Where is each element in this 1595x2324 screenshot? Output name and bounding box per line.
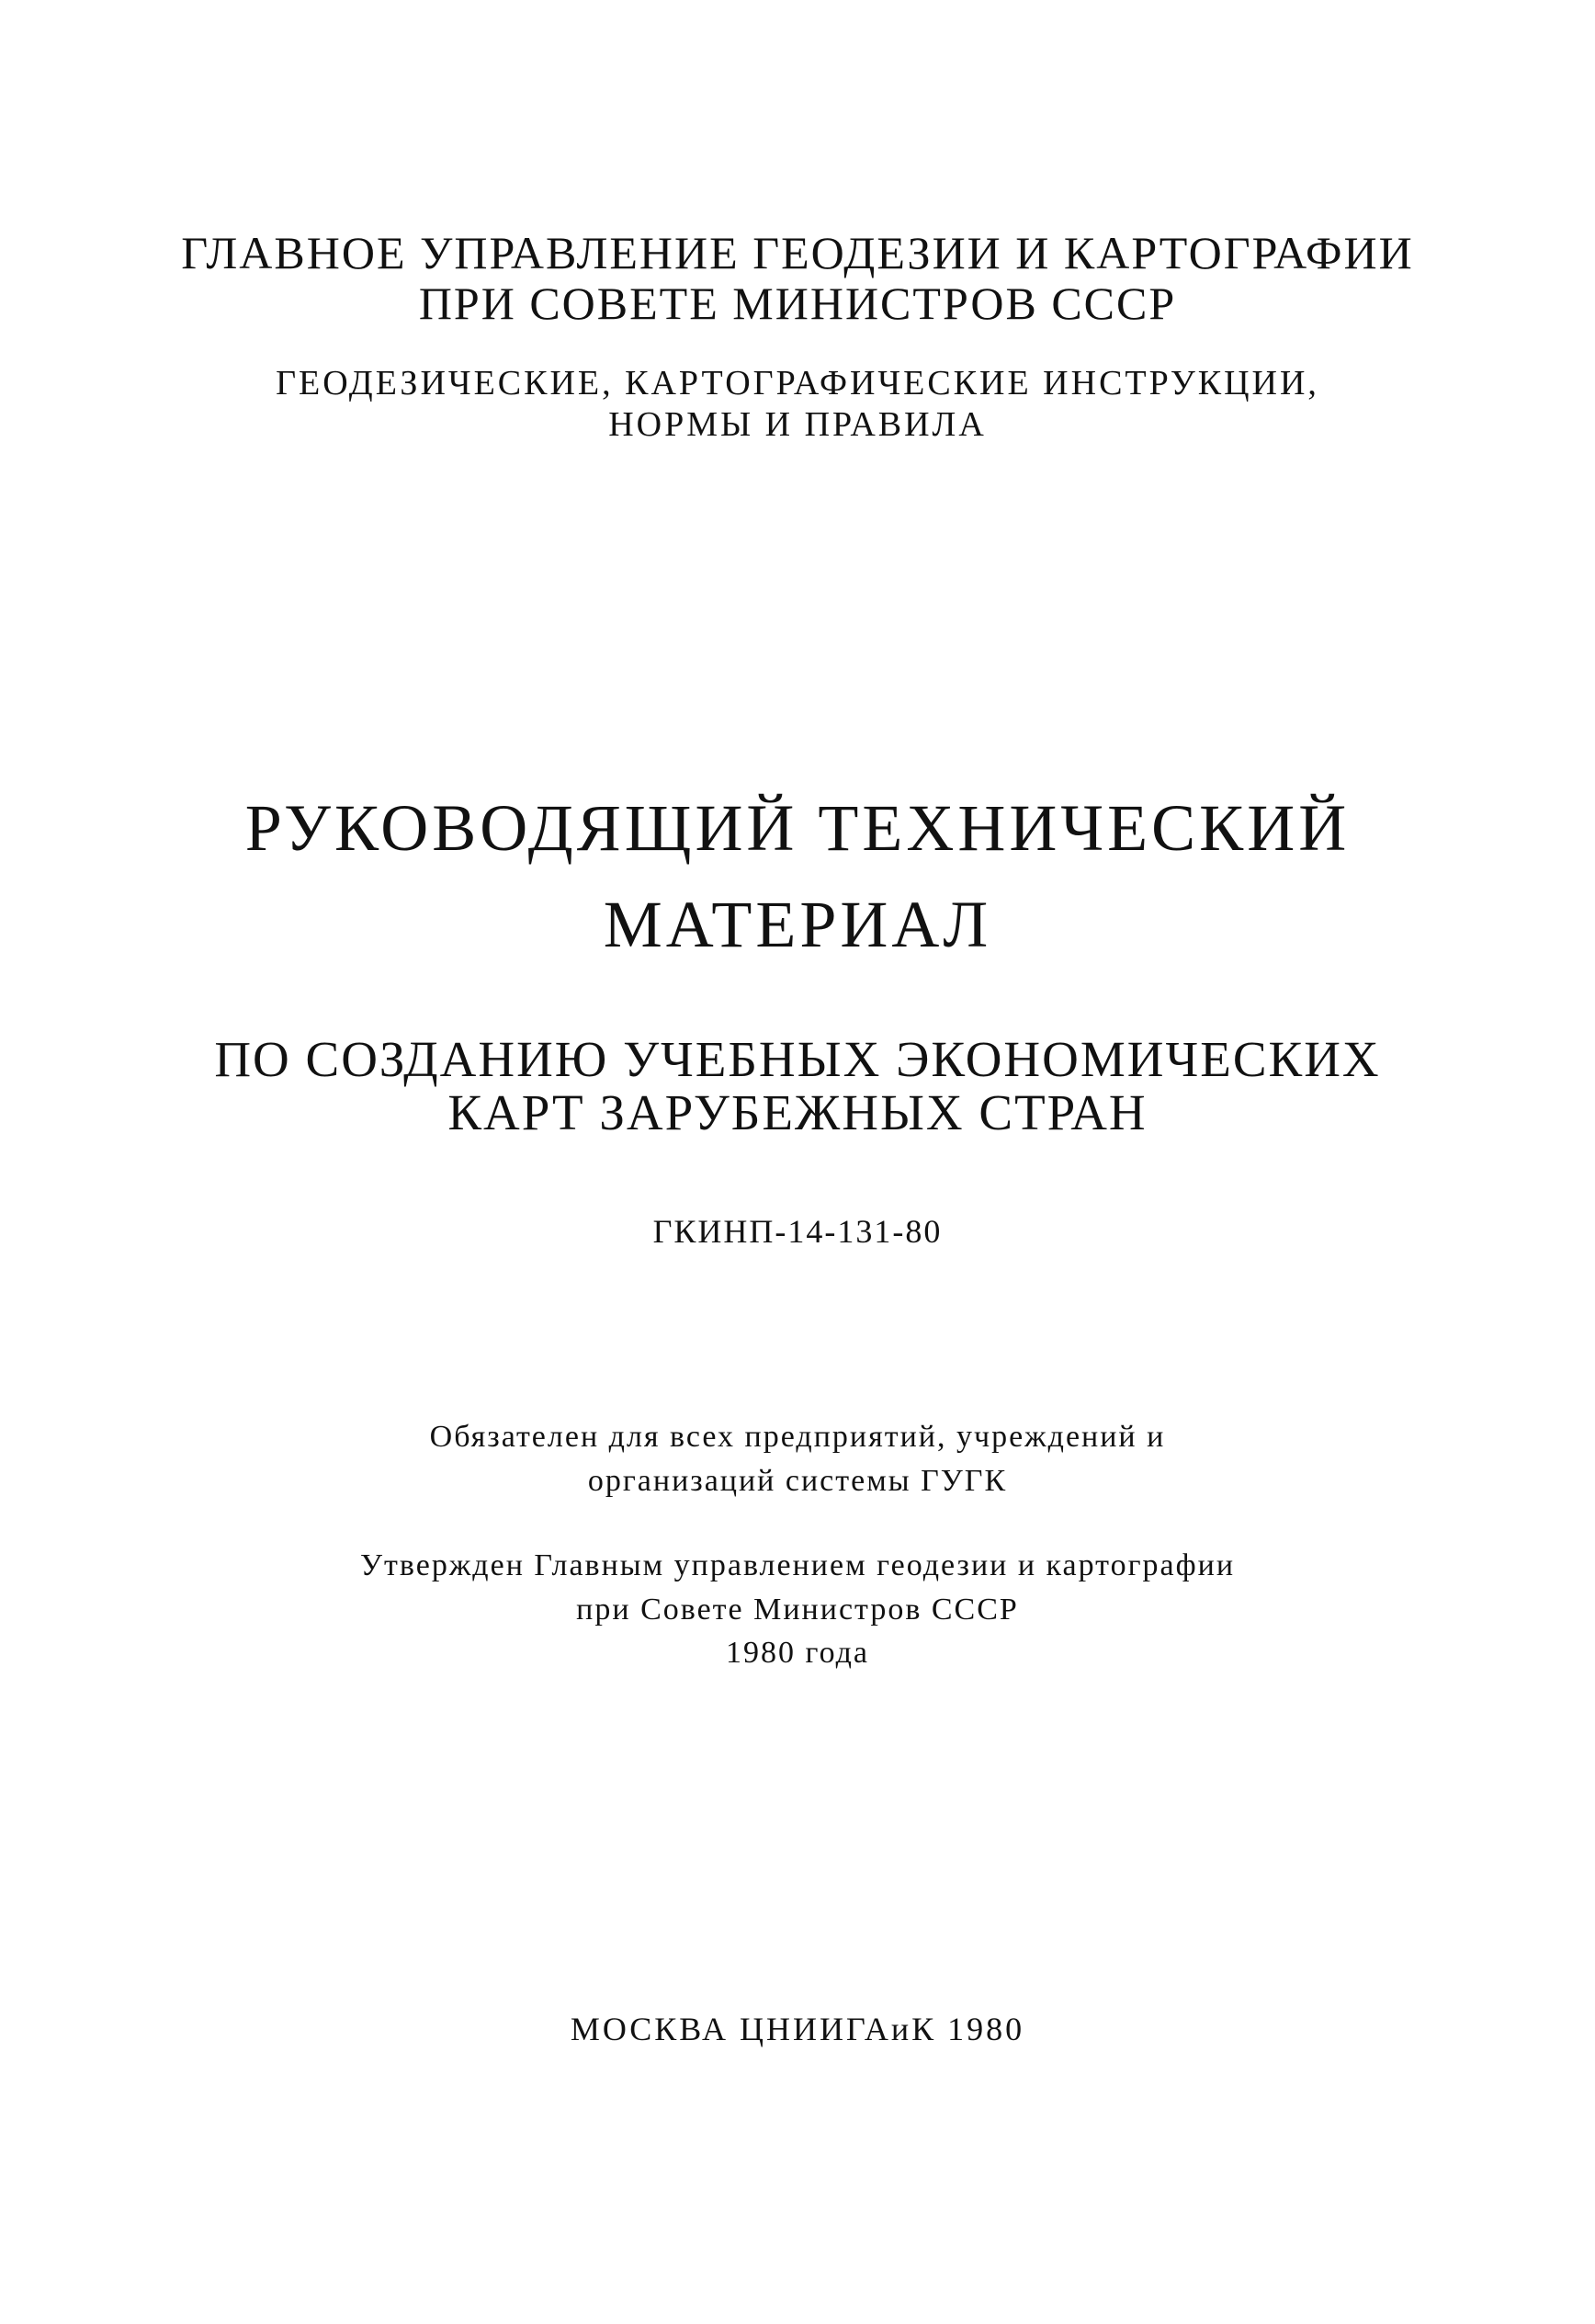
approval-year: 1980 года bbox=[725, 1636, 869, 1670]
document-code: ГКИНП-14-131-80 bbox=[652, 1213, 943, 1250]
main-title-line-1: РУКОВОДЯЩИЙ ТЕХНИЧЕСКИЙ bbox=[244, 791, 1351, 865]
publisher-imprint: МОСКВА ЦНИИГАиК 1980 bbox=[570, 2011, 1025, 2047]
subtitle-line-1: ПО СОЗДАНИЮ УЧЕБНЫХ ЭКОНОМИЧЕСКИХ bbox=[214, 1031, 1381, 1087]
series-line-1: ГЕОДЕЗИЧЕСКИЕ, КАРТОГРАФИЧЕСКИЕ ИНСТРУКЦИИ, bbox=[276, 364, 1319, 402]
subtitle-line-2: КАРТ ЗАРУБЕЖНЫХ СТРАН bbox=[447, 1084, 1148, 1140]
obligation-line-2: организаций системы ГУГК bbox=[587, 1464, 1008, 1498]
obligation-line-1: Обязателен для всех предприятий, учреждений и bbox=[429, 1420, 1166, 1454]
approval-line-2: при Совете Министров СССР bbox=[576, 1593, 1019, 1627]
ministry-line-1: ГЛАВНОЕ УПРАВЛЕНИЕ ГЕОДЕЗИИ И КАРТОГРАФИИ bbox=[181, 227, 1414, 278]
main-title-line-2: МАТЕРИАЛ bbox=[603, 888, 992, 961]
series-line-2: НОРМЫ И ПРАВИЛА bbox=[608, 405, 987, 444]
ministry-line-2: ПРИ СОВЕТЕ МИНИСТРОВ СССР bbox=[418, 278, 1177, 329]
approval-line-1: Утвержден Главным управлением геодезии и картографии bbox=[359, 1548, 1236, 1582]
